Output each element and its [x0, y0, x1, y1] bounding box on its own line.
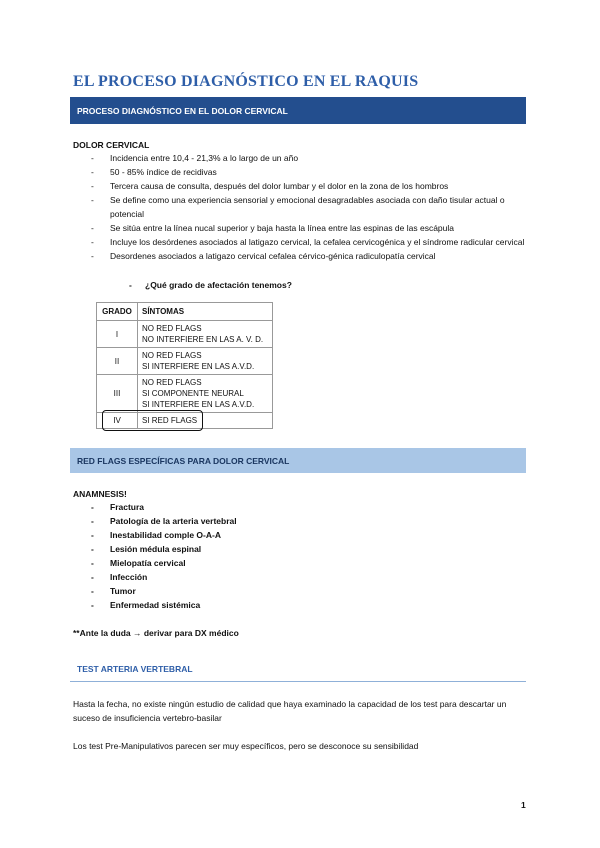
symptom-line: NO RED FLAGS — [142, 378, 202, 387]
section-header-red-flags — [70, 448, 526, 473]
symptom-line: SI COMPONENTE NEURAL — [142, 389, 244, 398]
symptoms-cell — [138, 348, 273, 375]
list-item: - Desordenes asociados a latigazo cervical cefalea cérvico-génica radiculopatía cervical — [91, 249, 527, 263]
grade-cell: IV — [97, 413, 138, 429]
list-item: - Inestabilidad comple O-A-A — [91, 528, 527, 542]
list-item: - Infección — [91, 570, 527, 584]
list-item: - Se sitúa entre la línea nucal superior y baja hasta la línea entre las espinas de las escápula — [91, 221, 527, 235]
symptom-line: NO RED FLAGS — [142, 324, 202, 333]
symptom-line: NO RED FLAGS — [142, 351, 202, 360]
symptom-line: NO INTERFIERE EN LAS A. V. D. — [142, 335, 264, 344]
sub-item-text: ¿Qué grado de afectación tenemos? — [145, 280, 292, 290]
table-row — [97, 348, 273, 375]
document-title: EL PROCESO DIAGNÓSTICO EN EL RAQUIS — [73, 73, 419, 90]
symptoms-cell — [138, 321, 273, 348]
list-item: - Tumor — [91, 584, 527, 598]
dolor-cervical-label: DOLOR CERVICAL — [73, 140, 150, 150]
symptoms-cell — [138, 375, 273, 413]
derivar-note: **Ante la duda → derivar para DX médico — [73, 628, 239, 638]
list-item: - Incidencia entre 10,4 - 21,3% a lo largo de un año — [91, 151, 527, 165]
table-row — [97, 375, 273, 413]
list-item: - 50 - 85% índice de recidivas — [91, 165, 527, 179]
list-item: - Se define como una experiencia sensorial y emocional desagradables asociada con daño tisular actual o potencial — [91, 193, 527, 221]
list-item: - Patología de la arteria vertebral — [91, 514, 527, 528]
red-flags-list — [91, 500, 527, 612]
section-header-text: RED FLAGS ESPECÍFICAS PARA DOLOR CERVICAL — [77, 455, 290, 466]
grade-iv-highlight — [102, 410, 203, 431]
list-item: - Enfermedad sistémica — [91, 598, 527, 612]
page-number: 1 — [521, 800, 526, 810]
grade-cell: II — [97, 348, 138, 375]
symptom-line: SI INTERFIERE EN LAS A.V.D. — [142, 362, 255, 371]
section-header-text: PROCESO DIAGNÓSTICO EN EL DOLOR CERVICAL — [77, 105, 288, 116]
list-item: - Fractura — [91, 500, 527, 514]
table-row — [97, 321, 273, 348]
grade-cell: III — [97, 375, 138, 413]
paragraph-estudio: Hasta la fecha, no existe ningún estudio de calidad que haya examinado la capacidad de los test para descartar un suceso de insuficiencia vertebro-basilar — [73, 699, 507, 723]
dolor-cervical-list — [91, 151, 527, 263]
sub-list-item: - ¿Qué grado de afectación tenemos? — [129, 280, 292, 290]
anamnesis-label: ANAMNESIS! — [73, 489, 127, 499]
symptom-line: SI INTERFIERE EN LAS A.V.D. — [142, 400, 255, 409]
table-header-row — [97, 303, 273, 321]
list-item: - Mielopatía cervical — [91, 556, 527, 570]
list-item: - Lesión médula espinal — [91, 542, 527, 556]
header-sintomas: SÍNTOMAS — [138, 303, 273, 321]
section-header-test-arteria — [70, 657, 526, 682]
list-item: - Incluye los desórdenes asociados al latigazo cervical, la cefalea cervicogénica y el síndrome radicular cervical — [91, 235, 527, 249]
grade-cell: I — [97, 321, 138, 348]
paragraph-test-pre-manipulativos: Los test Pre-Manipulativos parecen ser muy específicos, pero se desconoce su sensibilidad — [73, 741, 419, 751]
section-header-text: TEST ARTERIA VERTEBRAL — [77, 664, 193, 674]
list-item: - Tercera causa de consulta, después del dolor lumbar y el dolor en la zona de los hombros — [91, 179, 527, 193]
header-grado: GRADO — [97, 303, 138, 321]
section-header-dolor-cervical — [70, 97, 526, 124]
symptom-line: SI RED FLAGS — [142, 416, 198, 425]
